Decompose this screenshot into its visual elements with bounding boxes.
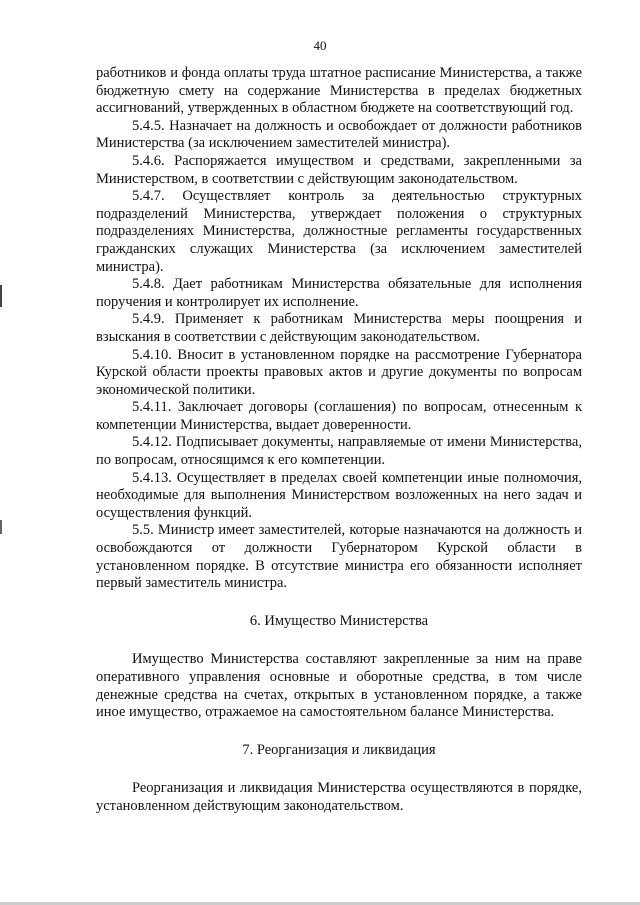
section-6-heading: 6. Имущество Министерства [249, 612, 429, 629]
paragraph-5-4-6: 5.4.6. Распоряжается имуществом и средствами, закрепленными за Министерством, в соответствии с действующим законодательством. [96, 152, 582, 187]
paragraph-continuation: работников и фонда оплаты труда штатное расписание Министерства, а также бюджетную смету на содержание Министерства в пределах бюджетных ассигнований, утвержденных в областном бюджете на соответствующий год. [96, 65, 582, 117]
paragraph-5-4-10: 5.4.10. Вносит в установленном порядке на рассмотрение Губернатора Курской области проекты правовых актов и другие документы по вопросам экономической политики. [96, 346, 582, 398]
paragraph-5-4-12: 5.4.12. Подписывает документы, направляемые от имени Министерства, по вопросам, относящимся к его компетенции. [96, 434, 582, 469]
paragraph-5-4-7: 5.4.7. Осуществляет контроль за деятельностью структурных подразделений Министерства, утверждает положения о структурных подразделениях Министерства, должностные регламенты государственных гражданских служащих Министерства (за исключением заместителей министра). [96, 188, 582, 275]
scan-edge-mark [0, 285, 2, 307]
paragraph-5-4-11: 5.4.11. Заключает договоры (соглашения) по вопросам, отнесенным к компетенции Министерства, выдает доверенности. [96, 399, 582, 433]
scan-edge-mark [0, 520, 2, 534]
paragraph-5-4-5: 5.4.5. Назначает на должность и освобождает от должности работников Министерства (за исключением заместителей министра). [96, 117, 582, 152]
section-7-text: Реорганизация и ликвидация Министерства осуществляются в порядке, установленном действующим законодательством. [96, 780, 582, 814]
paragraph-5-4-8: 5.4.8. Дает работникам Министерства обязательные для исполнения поручения и контролирует их исполнение. [96, 276, 582, 310]
document-body [96, 65, 582, 816]
paragraph-5-4-13: 5.4.13. Осуществляет в пределах своей компетенции иные полномочия, необходимые для выполнения Министерством возложенных на него задач и осуществления функций. [96, 469, 582, 521]
section-6-text: Имущество Министерства составляют закрепленные за ним на праве оперативного управления основные и оборотные средства, в том числе денежные средства на счетах, открытых в установленном порядке, а также иное имущество, отражаемое на самостоятельном балансе Министерства. [96, 651, 582, 721]
page-number: 40 [313, 38, 327, 53]
section-7-heading: 7. Реорганизация и ликвидация [242, 741, 436, 758]
paragraph-5-5: 5.5. Министр имеет заместителей, которые назначаются на должность и освобождаются от должности Губернатором Курской области в установленном порядке. В отсутствие министра его обязанности исполняет первый заместитель министра. [96, 522, 582, 592]
paragraph-5-4-9: 5.4.9. Применяет к работникам Министерства меры поощрения и взыскания в соответствии с действующим законодательством. [96, 311, 582, 345]
